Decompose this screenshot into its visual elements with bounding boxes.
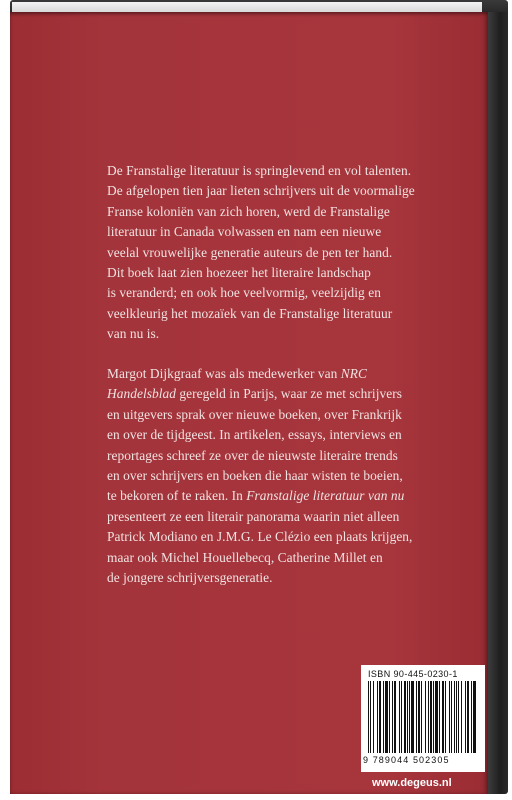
barcode-bar	[418, 681, 420, 753]
barcode-bar	[449, 681, 450, 753]
text-line: en over schrijvers en boeken die haar wisten te boeien,	[107, 468, 403, 484]
barcode-bar	[409, 681, 410, 753]
barcode-bar	[416, 681, 417, 753]
barcode-bar	[385, 681, 388, 753]
barcode-bar	[379, 681, 381, 753]
text-line: Dit boek laat zien hoezeer het literaire landschap	[107, 265, 371, 281]
text-line: presenteert ze een literair panorama waarin niet alleen	[107, 508, 400, 524]
text-line: reportages schreef ze over de nieuwste literaire trends	[107, 447, 398, 463]
barcode-bar	[399, 681, 400, 753]
text-line: is veranderd; en ook hoe veelvormig, veelzijdig en	[107, 285, 381, 301]
text-line: van nu is.	[107, 326, 160, 342]
text-span: geregeld in Parijs, waar ze met schrijvers	[176, 386, 402, 402]
text-line	[107, 384, 427, 404]
barcode-bar	[451, 681, 452, 753]
barcode-bar	[473, 681, 476, 753]
isbn-text: ISBN 90-445-0230-1	[368, 669, 458, 679]
barcode-bar	[389, 681, 390, 753]
barcode-bar	[425, 681, 426, 753]
text-line: veelal vrouwelijke generatie auteurs de pen ter hand.	[107, 244, 393, 260]
text-line: De afgelopen tien jaar lieten schrijvers uit de voormalige	[107, 183, 415, 199]
barcode-bar	[411, 681, 414, 753]
barcode-bar	[435, 681, 438, 753]
newspaper-title: Handelsblad	[107, 386, 176, 402]
author-paragraph	[107, 364, 427, 588]
barcode-bar	[421, 681, 422, 753]
blurb-paragraph	[107, 161, 427, 345]
barcode-label	[361, 665, 485, 772]
barcode-bar	[430, 681, 432, 753]
text-line: veelkleurig het mozaïek van de Franstalige literatuur	[107, 305, 393, 321]
publisher-website: www.degeus.nl	[372, 777, 452, 789]
barcode-bar	[383, 681, 384, 753]
barcode-bar	[467, 681, 469, 753]
barcode-bar	[439, 681, 440, 753]
barcode-bar	[377, 681, 378, 753]
barcode-number: 9 789044 502305	[363, 755, 450, 765]
text-line: literatuur in Canada volwassen en nam een nieuwe	[107, 224, 382, 240]
book-title: Franstalige literatuur van nu	[246, 488, 405, 504]
barcode-bar	[433, 681, 434, 753]
barcode-bar	[407, 681, 408, 753]
text-line: en uitgevers sprak over nieuwe boeken, over Frankrijk	[107, 406, 402, 422]
barcode-bar	[428, 681, 429, 753]
barcode-bar	[392, 681, 393, 753]
page-edge	[12, 2, 482, 12]
text-line: en over de tijdgeest. In artikelen, essays, interviews en	[107, 427, 402, 443]
text-line: maar ook Michel Houellebecq, Catherine Millet en	[107, 549, 383, 565]
barcode-bar	[461, 681, 462, 753]
barcode-bar	[401, 681, 402, 753]
barcode-bar	[394, 681, 396, 753]
barcode-bar	[370, 681, 371, 753]
text-line	[107, 364, 427, 384]
text-line: Franse koloniën van zich horen, werd de Franstalige	[107, 203, 390, 219]
barcode-bar	[368, 681, 369, 753]
barcode-bar	[458, 681, 459, 753]
text-line	[107, 486, 427, 506]
barcode-bar	[442, 681, 444, 753]
text-line: De Franstalige literatuur is springlevend en vol talenten.	[107, 163, 412, 178]
barcode-bar	[465, 681, 466, 753]
barcode-bar	[373, 681, 374, 753]
book-spine	[488, 12, 508, 794]
barcode-bar	[456, 681, 457, 753]
barcode-bar	[445, 681, 446, 753]
text-span: te bekoren of te raken. In	[107, 488, 247, 504]
text-line: Patrick Modiano en J.M.G. Le Clézio een plaats krijgen,	[107, 529, 413, 545]
barcode-icon	[365, 681, 481, 755]
barcode-bar	[404, 681, 406, 753]
text-span: Margot Dijkgraaf was als medewerker van	[107, 366, 341, 381]
barcode-bar	[471, 681, 472, 753]
text-line: de jongere schrijversgeneratie.	[107, 570, 273, 586]
newspaper-title: NRC	[340, 366, 367, 381]
barcode-bar	[454, 681, 455, 753]
